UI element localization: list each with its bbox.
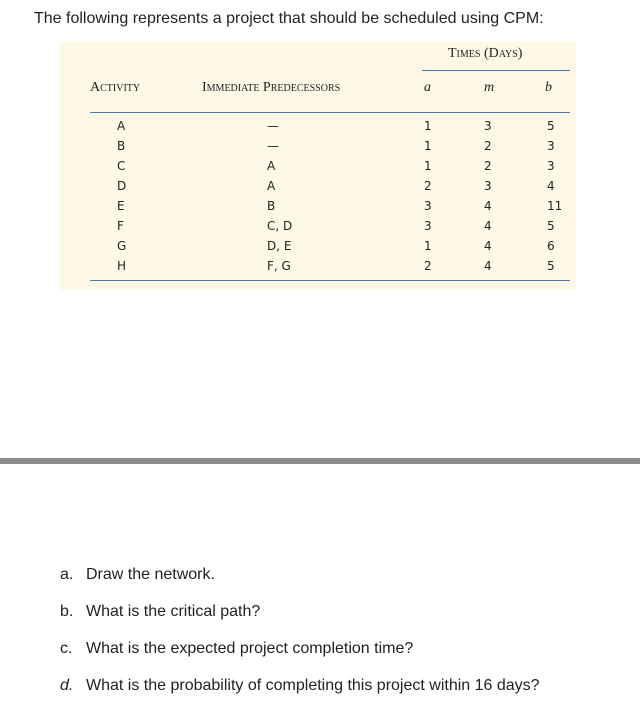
col-a-header: a (424, 80, 431, 95)
table-row (60, 236, 576, 256)
question-text: What is the probability of completing this project within 16 days? (86, 677, 540, 694)
m-cell: 3 (484, 119, 492, 133)
question-b (60, 603, 260, 621)
question-letter: b. (60, 603, 74, 620)
predecessor-cell: B (267, 199, 276, 213)
table-row (60, 136, 576, 156)
b-cell: 3 (547, 159, 555, 173)
predecessor-cell: A (267, 179, 276, 193)
m-cell: 3 (484, 179, 492, 193)
question-letter: c. (60, 640, 73, 657)
m-cell: 2 (484, 159, 492, 173)
table-row (60, 116, 576, 136)
activity-cell: F (117, 219, 124, 233)
a-cell: 1 (424, 119, 432, 133)
b-cell: 6 (547, 239, 555, 253)
b-cell: 11 (547, 199, 563, 213)
question-text: Draw the network. (86, 566, 215, 583)
b-cell: 5 (547, 259, 555, 273)
intro-text: The following represents a project that should be scheduled using CPM: (34, 10, 544, 27)
bottom-rule (90, 280, 570, 281)
predecessor-cell: C, D (267, 219, 293, 233)
section-divider (0, 458, 640, 464)
question-text: What is the expected project completion time? (86, 640, 414, 657)
activity-cell: E (117, 199, 125, 213)
a-cell: 2 (424, 179, 432, 193)
b-cell: 5 (547, 219, 555, 233)
col-b-header: b (545, 80, 552, 95)
activity-table (60, 42, 576, 290)
activity-cell: D (117, 179, 127, 193)
question-d (60, 677, 540, 695)
times-header-rule (422, 70, 570, 71)
table-row (60, 256, 576, 276)
a-cell: 1 (424, 239, 432, 253)
a-cell: 3 (424, 219, 432, 233)
activity-header: Activity (90, 80, 141, 95)
a-cell: 2 (424, 259, 432, 273)
b-cell: 4 (547, 179, 555, 193)
a-cell: 3 (424, 199, 432, 213)
m-cell: 4 (484, 239, 492, 253)
a-cell: 1 (424, 139, 432, 153)
predecessor-cell: — (267, 139, 279, 153)
question-a (60, 566, 215, 584)
a-cell: 1 (424, 159, 432, 173)
times-header: Times (Days) (448, 46, 523, 61)
predecessor-cell: — (267, 119, 279, 133)
b-cell: 5 (547, 119, 555, 133)
table-row (60, 156, 576, 176)
activity-cell: C (117, 159, 126, 173)
activity-cell: A (117, 119, 126, 133)
predecessor-cell: F, G (267, 259, 291, 273)
predecessor-cell: A (267, 159, 276, 173)
table-row (60, 196, 576, 216)
col-m-header: m (484, 80, 495, 95)
activity-cell: G (117, 239, 127, 253)
m-cell: 4 (484, 219, 492, 233)
m-cell: 4 (484, 199, 492, 213)
question-letter: d. (60, 677, 74, 694)
header-rule (90, 112, 570, 113)
table-row (60, 176, 576, 196)
predecessor-cell: D, E (267, 239, 292, 253)
activity-cell: B (117, 139, 126, 153)
predecessors-header: Immediate Predecessors (202, 80, 341, 95)
question-letter: a. (60, 566, 74, 583)
question-c (60, 640, 413, 658)
table-row (60, 216, 576, 236)
question-text: What is the critical path? (86, 603, 261, 620)
b-cell: 3 (547, 139, 555, 153)
activity-cell: H (117, 259, 127, 273)
m-cell: 4 (484, 259, 492, 273)
m-cell: 2 (484, 139, 492, 153)
